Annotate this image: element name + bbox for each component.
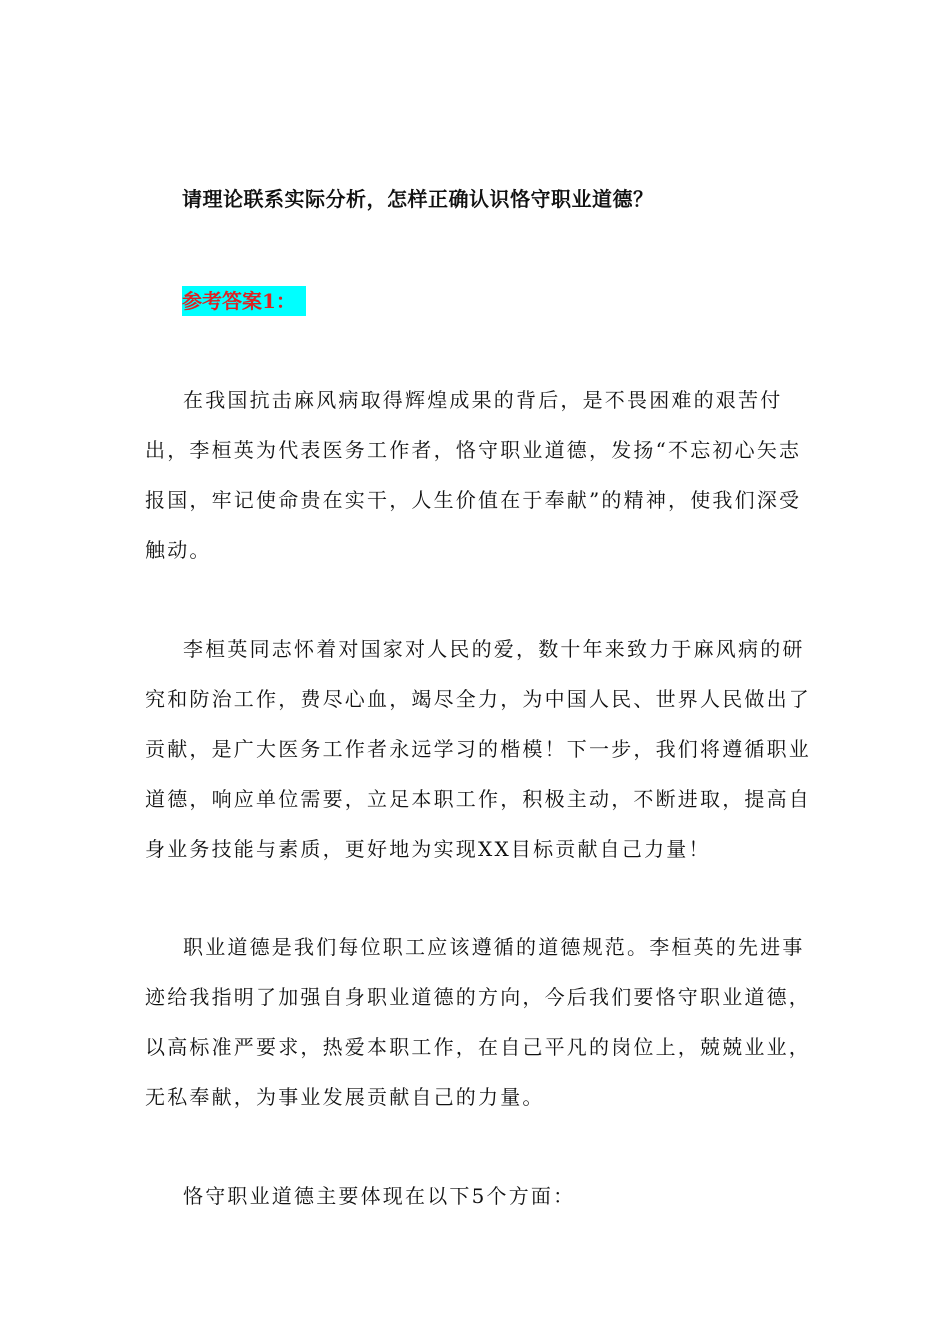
answer-label: 参考答案1： bbox=[182, 286, 306, 316]
paragraph-3: 职业道德是我们每位职工应该遵循的道德规范。李桓英的先进事迹给我指明了加强自身职业道德的方向，今后我们要恪守职业道德，以高标准严要求，热爱本职工作，在自己平凡的岗位上，兢兢业业，无私奉献，为事业发展贡献自己的力量。 bbox=[145, 935, 811, 1109]
paragraph-4: 恪守职业道德主要体现在以下5个方面： bbox=[183, 1184, 576, 1208]
paragraph-2: 李桓英同志怀着对国家对人民的爱，数十年来致力于麻风病的研究和防治工作，费尽心血，竭尽全力，为中国人民、世界人民做出了贡献，是广大医务工作者永远学习的楷模！下一步，我们将遵循职业道德，响应单位需要，立足本职工作，积极主动，不断进取，提高自身业务技能与素质，更好地为实现XX目标贡献自己力量！ bbox=[145, 637, 811, 861]
question-heading: 请理论联系实际分析，怎样正确认识恪守职业道德？ bbox=[182, 187, 654, 211]
paragraph-1: 在我国抗击麻风病取得辉煌成果的背后，是不畏困难的艰苦付出，李桓英为代表医务工作者，恪守职业道德，发扬“不忘初心矢志报国，牢记使命贵在实干，人生价值在于奉献”的精神，使我们深受触动。 bbox=[145, 388, 802, 562]
